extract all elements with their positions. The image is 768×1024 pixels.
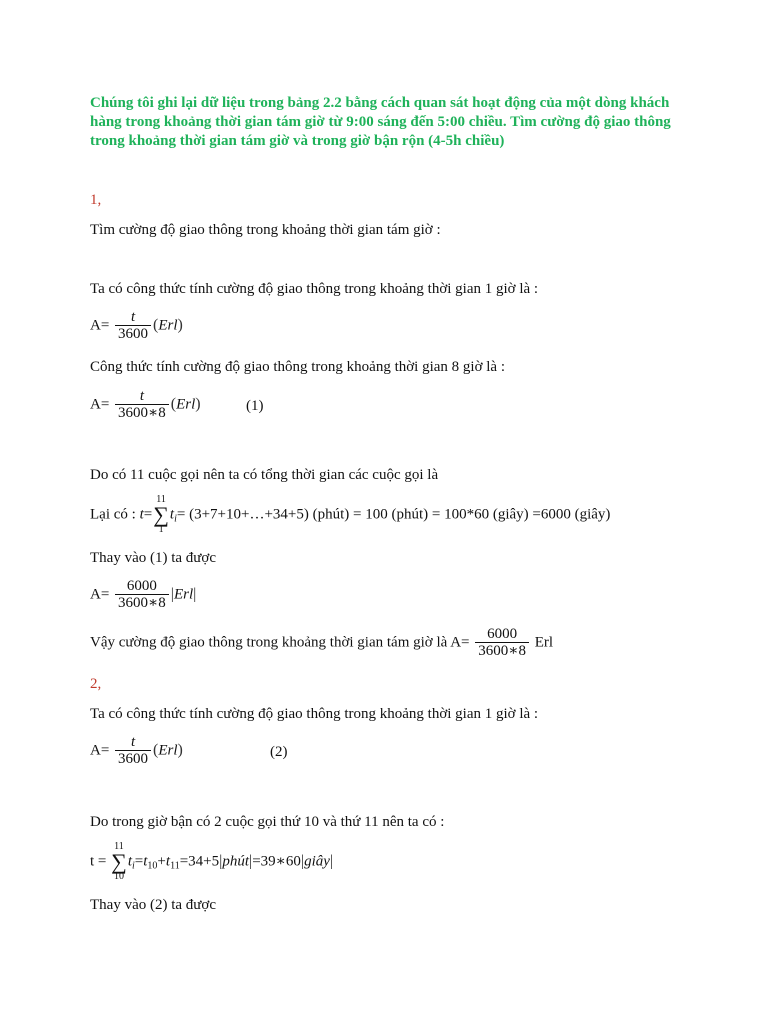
fraction-denominator: 3600∗8 xyxy=(115,594,169,612)
formula-1h-description-2: Ta có công thức tính cường độ giao thông trong khoảng thời gian 1 giờ là : xyxy=(90,706,539,722)
fraction-numerator: 6000 xyxy=(126,578,157,594)
problem-statement: Chúng tôi ghi lại dữ liệu trong bảng 2.2 bằng cách quan sát hoạt động của một dòng khách hàng trong khoảng thời gian tám giờ từ 9:00 sáng đến 5:00 chiều. Tìm cường độ giao thông trong khoảng thời gian tám giờ và trong giờ bận rộn (4-5h chiều) xyxy=(90,95,671,149)
unit-erl: Erl xyxy=(534,634,554,651)
unit-minutes: phút xyxy=(222,853,249,870)
sigma-symbol: ∑ xyxy=(153,502,169,527)
unit-erl: Erl xyxy=(158,317,178,334)
subscript-10: 10 xyxy=(147,860,158,872)
substitute-text-1: Thay vào (1) ta được xyxy=(90,550,217,566)
sum-subscript: i xyxy=(174,513,177,525)
formula-1h-2: A= $\frac{t}{3600}$ (Erl) xyxy=(90,734,183,767)
substitute-text-2: Thay vào (2) ta được xyxy=(90,897,217,913)
sum-equation-busy-hour: t = 11 ∑ $10t_i=t_{10}+t_{11}=34+5|phút|=39∗60|giây|$ xyxy=(90,841,334,882)
sigma-symbol: ∑ xyxy=(111,849,127,874)
formula-1h: A= $\frac{t}{3600}$ (Erl) xyxy=(90,309,183,342)
fraction-denominator: 3600 xyxy=(115,325,151,343)
unit-erl: Erl xyxy=(158,742,178,759)
equation-label-2: (2) xyxy=(270,744,288,760)
formula-8h-description: Công thức tính cường độ giao thông trong khoảng thời gian 8 giờ là : xyxy=(90,359,506,375)
section-1-number: 1, xyxy=(90,192,102,208)
sum-equation-8h xyxy=(90,495,610,535)
section-2-number: 2, xyxy=(90,676,102,692)
fraction xyxy=(115,578,169,612)
conclusion-text: Vậy cường độ giao thông trong khoảng thời gian tám giờ là A= xyxy=(90,634,470,651)
fraction-denominator: 3600∗8 xyxy=(115,404,169,422)
seconds-conversion: =39∗60 xyxy=(252,853,301,870)
sum-term: t xyxy=(169,506,175,523)
term-t10: t xyxy=(143,853,148,870)
sum-lower-limit: 10 xyxy=(113,871,124,882)
sum-expansion: = (3+7+10+…+34+5) (phút) = 100 (phút) = 100*60 (giây) =6000 (giây) xyxy=(176,506,611,523)
sum-value: =34+5 xyxy=(179,853,220,870)
sum-prefix: t = xyxy=(90,853,107,870)
fraction xyxy=(115,309,151,343)
equals-sign: = xyxy=(134,853,144,870)
sum-variable: t xyxy=(139,506,144,523)
formula-8h: A= $\frac{t}{3600∗8}$ (Erl) xyxy=(90,388,201,421)
sum-upper-limit: 11 xyxy=(114,841,124,852)
sum-prefix: Lại có : xyxy=(90,506,136,523)
fraction xyxy=(475,626,529,660)
fraction-numerator: t xyxy=(130,309,136,325)
equals-sign: = xyxy=(143,506,153,523)
fraction-numerator: 6000 xyxy=(487,626,518,642)
conclusion-1 xyxy=(90,626,553,660)
fraction-denominator: 3600 xyxy=(115,750,151,768)
formula-lhs: A= xyxy=(90,742,110,759)
formula-lhs: A= xyxy=(90,317,110,334)
plus-sign: + xyxy=(157,853,166,870)
fraction-numerator: t xyxy=(130,734,136,750)
sum-term: t xyxy=(127,853,132,870)
summation xyxy=(111,842,127,882)
unit-erl: Erl xyxy=(173,586,194,603)
calls-description: Do có 11 cuộc gọi nên ta có tổng thời gian các cuộc gọi là xyxy=(90,467,439,483)
term-t11: t xyxy=(165,853,171,870)
section-1-intro: Tìm cường độ giao thông trong khoảng thời gian tám giờ : xyxy=(90,222,441,238)
formula-lhs: A= xyxy=(90,586,110,603)
fraction xyxy=(115,734,151,768)
unit-seconds: giây xyxy=(304,853,330,870)
fraction-numerator: t xyxy=(139,388,144,404)
fraction-denominator: 3600∗8 xyxy=(475,642,529,660)
formula-lhs: A= xyxy=(90,396,110,413)
subscript-11: 11 xyxy=(170,860,180,872)
result-formula: A= $\frac{6000}{3600∗8}$ |Erl| xyxy=(90,578,197,611)
unit-erl: Erl xyxy=(176,396,196,413)
sum-lower-limit: 1 xyxy=(158,524,164,535)
sum-subscript: i xyxy=(132,860,135,872)
fraction xyxy=(115,388,169,422)
equation-label-1: (1) xyxy=(246,398,264,414)
sum-upper-limit: 11 xyxy=(156,494,166,505)
summation xyxy=(153,495,169,535)
formula-1h-description: Ta có công thức tính cường độ giao thông trong khoảng thời gian 1 giờ là : xyxy=(90,281,539,297)
busy-hour-calls-description: Do trong giờ bận có 2 cuộc gọi thứ 10 và thứ 11 nên ta có : xyxy=(90,814,445,830)
